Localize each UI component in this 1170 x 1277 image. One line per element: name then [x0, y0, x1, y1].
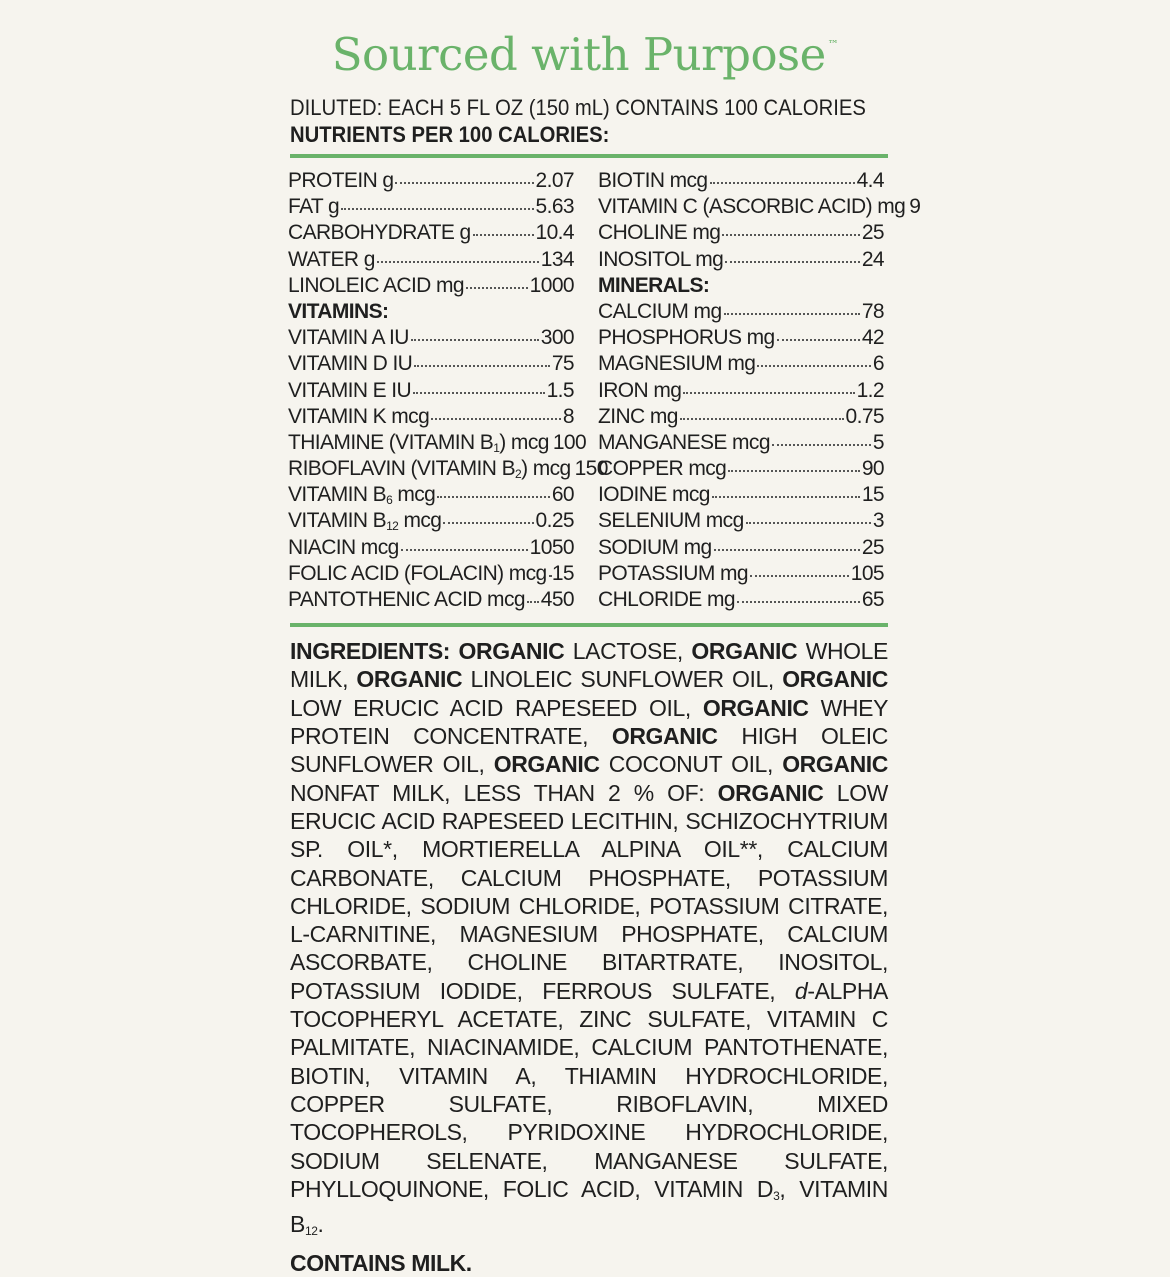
nutrient-row [288, 430, 587, 456]
nutrient-row [288, 168, 574, 194]
nutrient-label: VITAMIN D IU [288, 352, 413, 376]
ingredient-text: LACTOSE, [564, 638, 692, 665]
nutrient-value: 1000 [529, 273, 574, 297]
nutrient-value: 1.5 [546, 378, 574, 402]
nutrient-value: 25 [861, 221, 884, 245]
nutrient-label: VITAMIN $B_6$ mcg [288, 483, 436, 508]
nutrient-row [288, 273, 574, 299]
nutrient-label: IODINE mcg [598, 483, 710, 507]
nutrient-value: 24 [861, 247, 884, 271]
nutrient-label: PANTOTHENIC ACID mcg [288, 588, 525, 611]
dot-leader [746, 522, 871, 524]
dot-leader [680, 418, 844, 420]
dot-leader [473, 234, 534, 236]
nutrient-value: 100 [552, 430, 587, 454]
dot-leader [714, 549, 860, 551]
nutrient-label: WATER g [288, 247, 375, 271]
nutrient-value: 3 [872, 509, 884, 533]
divider-middle [290, 623, 888, 627]
nutrient-label: FOLIC ACID (FOLACIN) mcg [288, 561, 547, 585]
dot-leader [712, 496, 860, 498]
nutrient-label: MANGANESE mcg [598, 430, 770, 454]
nutrient-label: MAGNESIUM mg [598, 352, 756, 376]
divider-top [290, 154, 888, 158]
ingredient-text: LOW ERUCIC ACID RAPESEED LECITHIN, SCHIZOCHYTRIUM SP. OIL*, MORTIERELLA ALPINA OIL**, CALCIUM CARBONATE, CALCIUM PHOSPHATE, POTASSIUM CHLORIDE, SODIUM CHLORIDE, POTASSIUM CITRATE, L-CARNITINE, MAGNESIUM PHOSPHATE, CALCIUM ASCORBATE, CHOLINE BITARTRATE, INOSITOL, POTASSIUM IODIDE, FERROUS SULFATE, [290, 779, 888, 1004]
dilution-statement: DILUTED: EACH 5 FL OZ (150 mL) CONTAINS 100 CALORIES [290, 95, 866, 120]
dot-leader [395, 182, 533, 184]
nutrient-value: 10.4 [535, 221, 574, 245]
nutrient-label: PROTEIN g [288, 169, 394, 192]
nutrient-value: 5.63 [535, 195, 574, 219]
ingredient-text: ORGANIC [356, 666, 463, 693]
nutrient-label: CHOLINE mg [598, 221, 721, 245]
nutrient-row [598, 430, 884, 456]
ingredient-text: ORGANIC [691, 638, 798, 665]
dot-leader [466, 287, 528, 289]
nutrients-header: NUTRIENTS PER 100 CALORIES: [290, 122, 610, 147]
nutrient-row [598, 351, 884, 377]
ingredient-text: WHOLE MILK, [290, 638, 888, 693]
dot-leader [413, 392, 545, 394]
dot-leader [443, 522, 533, 524]
nutrient-value: 90 [861, 457, 884, 481]
nutrient-row [288, 194, 574, 220]
nutrient-row [288, 456, 608, 482]
nutrient-value: 450 [540, 588, 574, 611]
ingredient-text: . [317, 1211, 324, 1238]
nutrient-row [288, 378, 574, 404]
nutrient-row [288, 404, 574, 430]
nutrient-label: COPPER mcg [598, 457, 727, 481]
nutrient-row [598, 325, 884, 351]
ingredients-list [290, 637, 888, 1245]
nutrient-column-right [598, 168, 921, 613]
nutrient-value: 1050 [529, 535, 574, 559]
minerals-header: MINERALS: [598, 273, 710, 297]
ingredient-text: LOW ERUCIC ACID RAPESEED OIL, [290, 694, 703, 721]
dot-leader [710, 182, 855, 184]
nutrient-row [598, 168, 884, 194]
nutrient-value: 65 [861, 588, 884, 611]
nutrient-value: 150 [574, 457, 608, 481]
nutrition-panel [288, 94, 921, 1277]
nutrient-row [288, 247, 574, 273]
nutrient-value: 134 [540, 247, 574, 271]
nutrient-label: VITAMIN E IU [288, 378, 412, 402]
ingredient-text: 3 [773, 1188, 780, 1203]
nutrient-label: VITAMIN A IU [288, 326, 409, 350]
ingredient-text: COCONUT OIL, [599, 751, 783, 778]
allergen-statement: CONTAINS MILK. [290, 1250, 472, 1277]
nutrient-row [598, 378, 884, 404]
ingredient-text: WHEY PROTEIN CONCENTRATE, [290, 694, 889, 750]
nutrient-row [288, 220, 574, 246]
nutrient-label: CARBOHYDRATE g [288, 221, 471, 245]
nutrient-row [598, 482, 884, 508]
nutrient-value: 42 [861, 326, 884, 350]
ingredient-text: ORGANIC [782, 666, 888, 693]
nutrient-label: VITAMIN $B_{12}$ mcg [288, 509, 442, 534]
nutrient-label: BIOTIN mcg [598, 169, 708, 192]
vitamins-header: VITAMINS: [288, 299, 389, 323]
dot-leader [411, 339, 539, 341]
nutrient-value: 1.2 [856, 378, 884, 402]
nutrient-value: 5 [872, 430, 884, 454]
ingredient-text: 12 [304, 1224, 318, 1239]
nutrient-row [598, 220, 884, 246]
nutrient-row [598, 247, 884, 273]
nutrient-row [598, 587, 884, 613]
ingredient-text: ORGANIC [717, 779, 824, 806]
nutrient-row [598, 299, 884, 325]
nutrient-value: 6 [872, 352, 884, 376]
nutrient-row [598, 508, 884, 534]
nutrient-value: 15 [551, 561, 574, 585]
page-title: Sourced with Purpose ™ [331, 28, 839, 81]
nutrient-row [598, 194, 921, 220]
nutrient-label: CHLORIDE mg [598, 588, 735, 611]
nutrient-value: 25 [861, 535, 884, 559]
nutrient-label: INOSITOL mg [598, 247, 724, 271]
nutrient-label: SELENIUM mcg [598, 509, 744, 533]
dot-leader [750, 575, 849, 577]
nutrient-value: 0.25 [535, 509, 574, 533]
nutrient-label: FAT g [288, 195, 340, 219]
dot-leader [414, 365, 550, 367]
trademark-mark: ™ [827, 38, 839, 51]
ingredient-text: ORGANIC [493, 751, 600, 778]
nutrient-label: VITAMIN C (ASCORBIC ACID) mg [598, 195, 906, 219]
ingredient-text: ORGANIC [702, 694, 809, 721]
dot-leader [772, 444, 871, 446]
dot-leader [737, 601, 860, 603]
nutrient-value: 8 [562, 404, 574, 428]
dot-leader [725, 261, 860, 263]
nutrient-label: LINOLEIC ACID mg [288, 273, 464, 297]
nutrient-label: CALCIUM mg [598, 299, 722, 323]
nutrient-value: 75 [551, 352, 574, 376]
nutrient-value: 15 [861, 483, 884, 507]
dot-leader [401, 549, 528, 551]
ingredient-text: HIGH OLEIC SUNFLOWER OIL, [290, 723, 889, 778]
nutrient-value: 4.4 [856, 169, 884, 192]
nutrient-label: RIBOFLAVIN (VITAMIN $B_2$) mcg [288, 457, 571, 482]
nutrient-label: NIACIN mcg [288, 535, 399, 559]
dot-leader [549, 575, 550, 577]
nutrient-label: IRON mg [598, 378, 682, 402]
nutrient-label: ZINC mg [598, 404, 678, 428]
nutrient-label: PHOSPHORUS mg [598, 326, 775, 350]
dot-leader [722, 234, 859, 236]
ingredient-text: NONFAT MILK, LESS THAN 2 % OF: [290, 779, 718, 806]
nutrient-row [598, 404, 884, 430]
ingredient-text: d [794, 977, 808, 1004]
dot-leader [724, 313, 860, 315]
nutrient-row [598, 535, 884, 561]
nutrient-row [598, 456, 884, 482]
nutrient-label: VITAMIN K mcg [288, 404, 430, 428]
nutrient-row [598, 561, 884, 587]
nutrient-label: SODIUM mg [598, 535, 712, 559]
nutrient-row [288, 351, 574, 377]
dot-leader [341, 208, 533, 210]
dot-leader [728, 470, 860, 472]
nutrient-value: 60 [551, 483, 574, 507]
nutrient-row [288, 508, 574, 534]
dot-leader [437, 496, 550, 498]
nutrient-value: 78 [861, 299, 884, 323]
dot-leader [757, 365, 871, 367]
nutrient-label: POTASSIUM mg [598, 561, 748, 585]
nutrient-row [288, 561, 574, 587]
nutrient-value: 105 [850, 561, 884, 585]
ingredient-text: INGREDIENTS: ORGANIC [290, 638, 565, 665]
nutrient-value: 0.75 [845, 404, 884, 428]
dot-leader [683, 392, 854, 394]
ingredient-text: ORGANIC [782, 751, 888, 778]
nutrient-label: THIAMINE (VITAMIN $B_1$) mcg [288, 430, 549, 455]
nutrient-row [288, 325, 574, 351]
nutrient-value: 2.07 [535, 169, 574, 192]
ingredient-text: LINOLEIC SUNFLOWER OIL, [462, 666, 783, 693]
ingredient-text: ORGANIC [611, 723, 718, 750]
dot-leader [527, 601, 539, 603]
nutrient-value: 300 [540, 326, 574, 350]
nutrient-column-left [288, 168, 608, 613]
dot-leader [777, 339, 860, 341]
nutrient-value: 9 [909, 195, 921, 219]
dot-leader [377, 261, 539, 263]
nutrient-row [288, 587, 574, 613]
ingredient-text: -ALPHA TOCOPHERYL ACETATE, ZINC SULFATE, VITAMIN C PALMITATE, NIACINAMIDE, CALCIUM PANTOTHENATE, BIOTIN, VITAMIN A, THIAMIN HYDROCHLORIDE, COPPER SULFATE, RIBOFLAVIN, MIXED TOCOPHEROLS, PYRIDOXINE HYDROCHLORIDE, SODIUM SELENATE, MANGANESE SULFATE, PHYLLOQUINONE, FOLIC ACID, VITAMIN D [290, 977, 888, 1202]
dot-leader [431, 418, 561, 420]
ingredient-text: , VITAMIN B [290, 1175, 888, 1238]
nutrient-columns [288, 168, 921, 613]
